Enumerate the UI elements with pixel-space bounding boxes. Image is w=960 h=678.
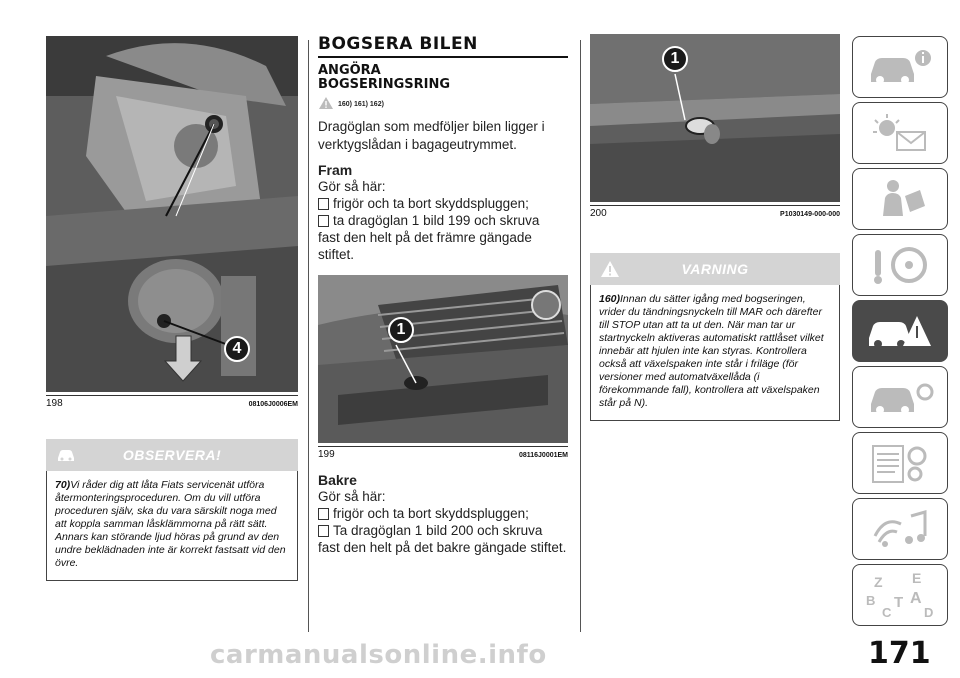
column-divider-1 bbox=[308, 40, 309, 632]
index-icon bbox=[860, 569, 940, 621]
bakre-step-cont: fast den helt på det bakre gängade stiftet. bbox=[318, 540, 567, 555]
figure-200-callout: 1 bbox=[662, 46, 688, 72]
car-notice-icon bbox=[56, 446, 76, 469]
varning-heading-bar bbox=[590, 253, 840, 285]
observera-heading-bar bbox=[46, 439, 298, 471]
observera-ref: 70) bbox=[55, 479, 71, 491]
figure-199-illustration bbox=[318, 275, 568, 443]
bakre-heading: Bakre bbox=[318, 472, 357, 488]
checkbox-icon bbox=[318, 198, 329, 210]
section-title: BOGSERA BILEN bbox=[318, 34, 568, 58]
technical-data-icon bbox=[865, 440, 935, 486]
warning-lights-icon bbox=[865, 110, 935, 156]
checkbox-icon bbox=[318, 215, 329, 227]
column-3 bbox=[590, 34, 840, 421]
figure-200-caption bbox=[590, 205, 840, 219]
fram-step-2-text: ta dragöglan 1 bild 199 och skruva bbox=[333, 213, 540, 228]
column-2 bbox=[318, 34, 568, 556]
observera-text: Vi råder dig att låta Fiats servicenät utföra återmonteringsproceduren. Om du vill utföra proceduren själv, ska du vara särskilt noga med att koppla samman låsklämmorna på rätt sätt. Annars kan störande ljud höras på grund av den undre beklädnaden inte är korrekt fastsatt vid den övre. bbox=[55, 479, 286, 569]
sidebar-tab-car-info[interactable] bbox=[852, 36, 948, 98]
driving-icon bbox=[865, 242, 935, 288]
intro-text: Dragöglan som medföljer bilen ligger i verktygslådan i bagageutrymmet. bbox=[318, 119, 545, 152]
index-letter-a: A bbox=[910, 590, 922, 607]
bakre-step-2 bbox=[318, 522, 568, 539]
figure-199-callout: 1 bbox=[388, 317, 414, 343]
figure-199-number: 199 bbox=[318, 449, 335, 460]
bakre-step-1-text: frigör och ta bort skyddspluggen; bbox=[333, 506, 529, 521]
warning-refs-text: 160) 161) 162) bbox=[338, 100, 384, 108]
figure-200 bbox=[590, 34, 840, 202]
fram-step-2 bbox=[318, 212, 568, 229]
footer-watermark: carmanualsonline.info bbox=[210, 640, 547, 670]
bakre-step-1 bbox=[318, 505, 568, 522]
sidebar-tab-index[interactable] bbox=[852, 564, 948, 626]
varning-heading: VARNING bbox=[681, 261, 749, 277]
index-letter-t: T bbox=[894, 594, 904, 611]
fram-step-1-text: frigör och ta bort skyddspluggen; bbox=[333, 196, 529, 211]
figure-198 bbox=[46, 36, 298, 392]
varning-ref: 160) bbox=[599, 293, 621, 305]
sidebar-tab-driving[interactable] bbox=[852, 234, 948, 296]
fram-heading: Fram bbox=[318, 162, 353, 178]
figure-200-number: 200 bbox=[590, 208, 607, 219]
observera-notice bbox=[46, 439, 298, 581]
observera-body bbox=[46, 471, 298, 581]
index-letter-z: Z bbox=[874, 574, 883, 590]
figure-200-code: P1030149-000-000 bbox=[780, 211, 840, 218]
fram-step-cont: fast den helt på det främre gängade stiftet. bbox=[318, 230, 532, 262]
fram-lead: Gör så här: bbox=[318, 179, 386, 194]
column-1 bbox=[46, 36, 298, 581]
warning-triangle-icon bbox=[600, 260, 620, 283]
fram-step-1 bbox=[318, 195, 568, 212]
figure-198-number: 198 bbox=[46, 398, 63, 409]
varning-text: Innan du sätter igång med bogseringen, vrider du tändningsnyckeln till MAR och därefter till STOP utan att ta ut den. När man tar ur startnyckeln aktiveras automatiskt rattlåset vilket innebär att hjulen inte kan styras. Kontrollera också att växelspaken inte står i friläge (för versioner med automatväxellåda (i förekommande fall), kontrollera att växelspaken står på N). bbox=[599, 293, 824, 409]
figure-199-code: 08116J0001EM bbox=[518, 452, 568, 459]
sidebar-tab-emergency[interactable] bbox=[852, 300, 948, 362]
sidebar-tab-technical-data[interactable] bbox=[852, 432, 948, 494]
index-letter-e: E bbox=[912, 570, 922, 586]
figure-198-caption bbox=[46, 395, 298, 409]
bakre-lead: Gör så här: bbox=[318, 489, 386, 504]
car-info-icon bbox=[865, 44, 935, 90]
observera-heading: OBSERVERA! bbox=[122, 447, 222, 463]
figure-199 bbox=[318, 275, 568, 443]
index-letter-c: C bbox=[882, 605, 892, 620]
checkbox-icon bbox=[318, 508, 329, 520]
warning-refs bbox=[318, 96, 568, 112]
sidebar-tab-warning-lights[interactable] bbox=[852, 102, 948, 164]
varning-notice bbox=[590, 253, 840, 421]
sidebar-tab-maintenance[interactable] bbox=[852, 366, 948, 428]
varning-body bbox=[590, 285, 840, 421]
figure-198-callout: 4 bbox=[224, 336, 250, 362]
column-divider-2 bbox=[580, 40, 581, 632]
multimedia-icon bbox=[865, 506, 935, 552]
safety-icon bbox=[865, 176, 935, 222]
figure-198-code: 08106J0006EM bbox=[248, 401, 298, 408]
warning-triangle-icon bbox=[318, 96, 334, 112]
page-number: 171 bbox=[868, 636, 931, 671]
section-subtitle-line2: BOGSERINGSRING bbox=[318, 77, 451, 92]
index-letter-b: B bbox=[866, 593, 876, 608]
index-letter-d: D bbox=[924, 605, 934, 620]
figure-198-illustration bbox=[46, 36, 298, 392]
figure-200-illustration bbox=[590, 34, 840, 202]
figure-199-caption bbox=[318, 446, 568, 460]
bakre-step-2-text: Ta dragöglan 1 bild 200 och skruva bbox=[333, 523, 543, 538]
sidebar-tab-multimedia[interactable] bbox=[852, 498, 948, 560]
checkbox-icon bbox=[318, 525, 329, 537]
sidebar-tab-safety[interactable] bbox=[852, 168, 948, 230]
section-subtitle-line1: ANGÖRA bbox=[318, 63, 381, 78]
emergency-icon bbox=[865, 308, 935, 354]
maintenance-icon bbox=[865, 374, 935, 420]
